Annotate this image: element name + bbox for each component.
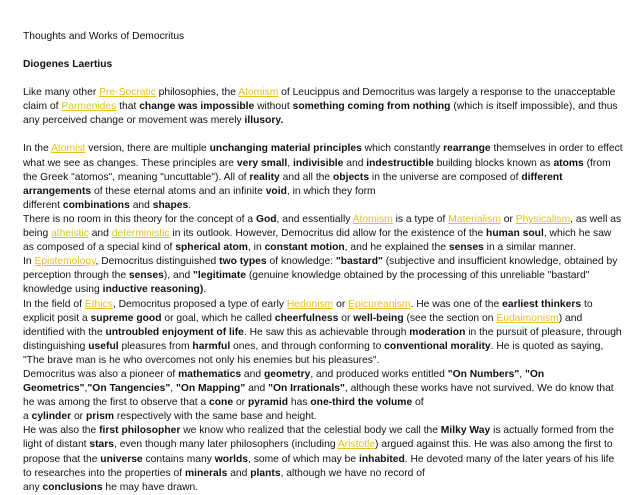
- text-run: without: [254, 101, 293, 113]
- text-run: , and produced works entitled: [310, 368, 448, 380]
- text-run: There is no room in this theory for the concept of a: [23, 213, 256, 225]
- text-run: (subjective and insufficient knowledge, obtained by perception through the: [23, 256, 618, 282]
- bold-term: "On Irrationals": [268, 383, 345, 395]
- text-run: and: [88, 228, 112, 240]
- text-run: any: [23, 481, 43, 493]
- text-run: of these eternal atoms and an infinite: [91, 185, 266, 197]
- text-run: of: [412, 397, 424, 409]
- bold-term: inductive reasoning): [102, 284, 204, 296]
- bold-term: reality: [249, 171, 280, 183]
- text-run: . He saw this as achievable through: [243, 326, 410, 338]
- text-run: or: [333, 298, 349, 310]
- bold-term: well-being: [353, 312, 404, 324]
- bold-term: shapes: [152, 199, 189, 211]
- text-run: ), and: [163, 270, 194, 282]
- bold-term: geometry: [263, 368, 311, 380]
- text-run: , even though many later philosophers (including: [114, 439, 338, 451]
- bold-term: indestructible: [366, 157, 434, 169]
- text-run: which constantly: [361, 143, 444, 155]
- text-run: , Democritus proposed a type of early: [112, 298, 287, 310]
- bold-term: Milky Way: [440, 425, 491, 437]
- paragraph-ethics: [23, 298, 623, 368]
- text-run: ,: [519, 368, 525, 380]
- text-run: and: [241, 368, 264, 380]
- bold-term: untroubled enjoyment of life: [105, 326, 244, 338]
- inline-link[interactable]: Aristotle: [337, 439, 376, 451]
- text-run: in the pursuit of pleasure, through distinguishing: [23, 326, 622, 352]
- text-run: . He devoted many of the later years of his life to researches into the properties of: [23, 453, 615, 479]
- text-run: (genuine knowledge obtained by the processing of this unreliable "bastard" knowledge using: [23, 270, 590, 296]
- bold-term: rearrange: [443, 143, 491, 155]
- text-run: themselves in order to effect what we see as changes. These principles are: [23, 143, 623, 169]
- text-run: ,: [287, 157, 294, 169]
- text-run: ,: [170, 383, 176, 395]
- text-run: in its outlook. However, Democritus did allow for the existence of the: [169, 228, 487, 240]
- text-run: has: [288, 397, 311, 409]
- inline-link[interactable]: Atomist: [51, 143, 86, 155]
- text-run: and all the: [279, 171, 333, 183]
- text-run: and: [227, 467, 251, 479]
- text-run: a: [23, 411, 32, 423]
- text-run: , Democritus distinguished: [95, 256, 220, 268]
- inline-link[interactable]: Materialism: [448, 213, 501, 225]
- text-run: .: [203, 284, 207, 296]
- bold-term: spherical atom: [175, 242, 248, 254]
- inline-link[interactable]: Atomism: [352, 213, 393, 225]
- bold-term: senses: [448, 242, 484, 254]
- text-run: version, there are multiple: [85, 143, 210, 155]
- text-run: that: [116, 101, 140, 113]
- text-run: he may have drawn.: [102, 481, 199, 493]
- text-run: or: [500, 213, 516, 225]
- text-run: In the field of: [23, 298, 85, 310]
- text-run: pleasures from: [118, 340, 193, 352]
- text-run: different: [23, 199, 63, 211]
- text-run: and: [129, 199, 153, 211]
- bold-term: God: [255, 213, 277, 225]
- text-run: , in: [247, 242, 265, 254]
- inline-link[interactable]: atheistic: [51, 228, 89, 240]
- text-run: In the: [23, 143, 52, 155]
- text-run: or: [71, 411, 86, 423]
- text-run: building blocks known as: [433, 157, 554, 169]
- text-run: in the universe are composed of: [369, 171, 522, 183]
- bold-term: harmful: [192, 340, 231, 352]
- bold-term: moderation: [409, 326, 466, 338]
- inline-link[interactable]: Eudaimonism: [496, 312, 559, 324]
- bold-term: cone: [209, 397, 234, 409]
- paragraph-god-soul: [23, 213, 623, 255]
- bold-term: worlds: [214, 453, 248, 465]
- document-page: [23, 30, 623, 495]
- text-run: He was also the: [23, 425, 100, 437]
- bold-term: "On Mapping": [175, 383, 246, 395]
- bold-term: change was impossible: [139, 101, 255, 113]
- text-run: ,: [84, 383, 88, 395]
- bold-term: stars: [89, 439, 115, 451]
- text-run: ) argued against this. He was also among the first to propose that the: [23, 439, 613, 465]
- bold-term: "bastard": [335, 256, 383, 268]
- text-run: , which he saw as composed of a special kind of: [23, 228, 612, 254]
- text-run: , as well as being: [23, 213, 622, 240]
- paragraph-mathematics: [23, 368, 623, 424]
- bold-term: useful: [88, 340, 119, 352]
- text-run: philosophies, the: [155, 87, 239, 99]
- paragraph-milky-way: [23, 424, 623, 494]
- text-run: (see the section on: [403, 312, 497, 324]
- bold-term: inhabited: [359, 453, 405, 465]
- bold-term: two types: [219, 256, 267, 268]
- text-run: .: [188, 199, 192, 211]
- bold-term: very small: [236, 157, 288, 169]
- text-run: Like many other: [23, 87, 100, 99]
- text-run: we know who realized that the celestial body we call the: [180, 425, 441, 437]
- inline-link[interactable]: Epistemology: [34, 256, 96, 268]
- text-run: , in which they form: [286, 185, 376, 197]
- bold-term: cheerfulness: [274, 312, 339, 324]
- bold-term: pyramid: [247, 397, 289, 409]
- text-run: or goal, which he called: [161, 312, 275, 324]
- paragraph-parmenides: [23, 86, 623, 128]
- bold-term: constant motion: [264, 242, 345, 254]
- text-run: , although these works have not survived. We do know that he was among the first to observe that a: [23, 383, 614, 409]
- bold-term: senses: [128, 270, 164, 282]
- text-run: . He was one of the: [410, 298, 503, 310]
- text-run: , and he explained the: [344, 242, 449, 254]
- text-run: is a type of: [392, 213, 449, 225]
- bold-term: plants: [250, 467, 281, 479]
- inline-link[interactable]: Atomism: [238, 87, 279, 99]
- bold-term: illusory.: [244, 115, 284, 127]
- text-run: of Leucippus and Democritus was largely a response to the unacceptable claim of: [23, 87, 616, 113]
- text-run: . He is quoted as saying, "The brave man is he who overcomes not only his enemies but his pleasures".: [23, 340, 604, 366]
- text-run: In: [23, 256, 35, 268]
- text-run: ones, and through conforming to: [230, 340, 385, 352]
- author-heading: Diogenes Laertius: [23, 59, 113, 71]
- bold-term: unchanging material principles: [209, 143, 362, 155]
- bold-term: minerals: [184, 467, 228, 479]
- text-run: in a similar manner.: [483, 242, 576, 254]
- bold-term: cylinder: [31, 411, 72, 423]
- inline-link[interactable]: Ethics: [84, 298, 113, 310]
- text-run: contains many: [142, 453, 215, 465]
- bold-term: "On Geometrics": [23, 368, 545, 395]
- bold-term: prism: [85, 411, 115, 423]
- text-run: of knowledge:: [266, 256, 336, 268]
- text-run: is actually formed from the light of distant: [23, 425, 614, 451]
- text-run: , some of which may be: [247, 453, 359, 465]
- inline-link[interactable]: deterministic: [111, 228, 170, 240]
- inline-link[interactable]: Hedonism: [286, 298, 334, 310]
- text-run: respectively with the same base and height.: [114, 411, 317, 423]
- text-run: to explicit posit a: [23, 298, 593, 324]
- text-run: ) and identified with the: [23, 312, 583, 338]
- document-title: Thoughts and Works of Democritus: [23, 31, 185, 42]
- bold-term: earliest thinkers: [502, 298, 582, 310]
- bold-term: mathematics: [178, 368, 242, 380]
- bold-term: objects: [333, 171, 370, 183]
- bold-term: "legitimate: [193, 270, 246, 282]
- text-run: or: [233, 397, 248, 409]
- bold-term: conclusions: [42, 481, 103, 493]
- bold-term: atoms: [553, 157, 584, 169]
- bold-term: universe: [100, 453, 143, 465]
- text-run: (which is itself impossible), and thus any perceived change or movement was merely: [23, 101, 618, 127]
- bold-term: conventional morality: [384, 340, 491, 352]
- bold-term: one-third the volume: [310, 397, 413, 409]
- text-run: Democritus was also a pioneer of: [23, 368, 179, 380]
- text-run: (from the Greek "atomos", meaning "uncuttable"). All of: [23, 157, 611, 183]
- bold-term: something coming from nothing: [292, 101, 451, 113]
- bold-term: void: [265, 185, 287, 197]
- text-run: and: [245, 383, 269, 395]
- bold-term: indivisible: [293, 157, 344, 169]
- bold-term: first philosopher: [99, 425, 181, 437]
- inline-link[interactable]: Epicureanism: [348, 298, 411, 310]
- inline-link[interactable]: Pre-Socratic: [99, 87, 156, 99]
- text-run: , and essentially: [276, 213, 353, 225]
- paragraph-atomist-version: [23, 142, 623, 212]
- inline-link[interactable]: Physicalism: [515, 213, 571, 225]
- text-run: , although we have no record of: [280, 467, 425, 479]
- bold-term: combinations: [62, 199, 130, 211]
- text-run: or: [338, 312, 354, 324]
- paragraph-epistemology: [23, 255, 623, 297]
- text-run: and: [343, 157, 367, 169]
- inline-link[interactable]: Parmenides: [61, 101, 117, 113]
- bold-term: "On Tangencies": [87, 383, 171, 395]
- bold-term: supreme good: [90, 312, 162, 324]
- bold-term: "On Numbers": [447, 368, 520, 380]
- bold-term: different arrangements: [23, 171, 563, 197]
- bold-term: human soul: [486, 228, 544, 240]
